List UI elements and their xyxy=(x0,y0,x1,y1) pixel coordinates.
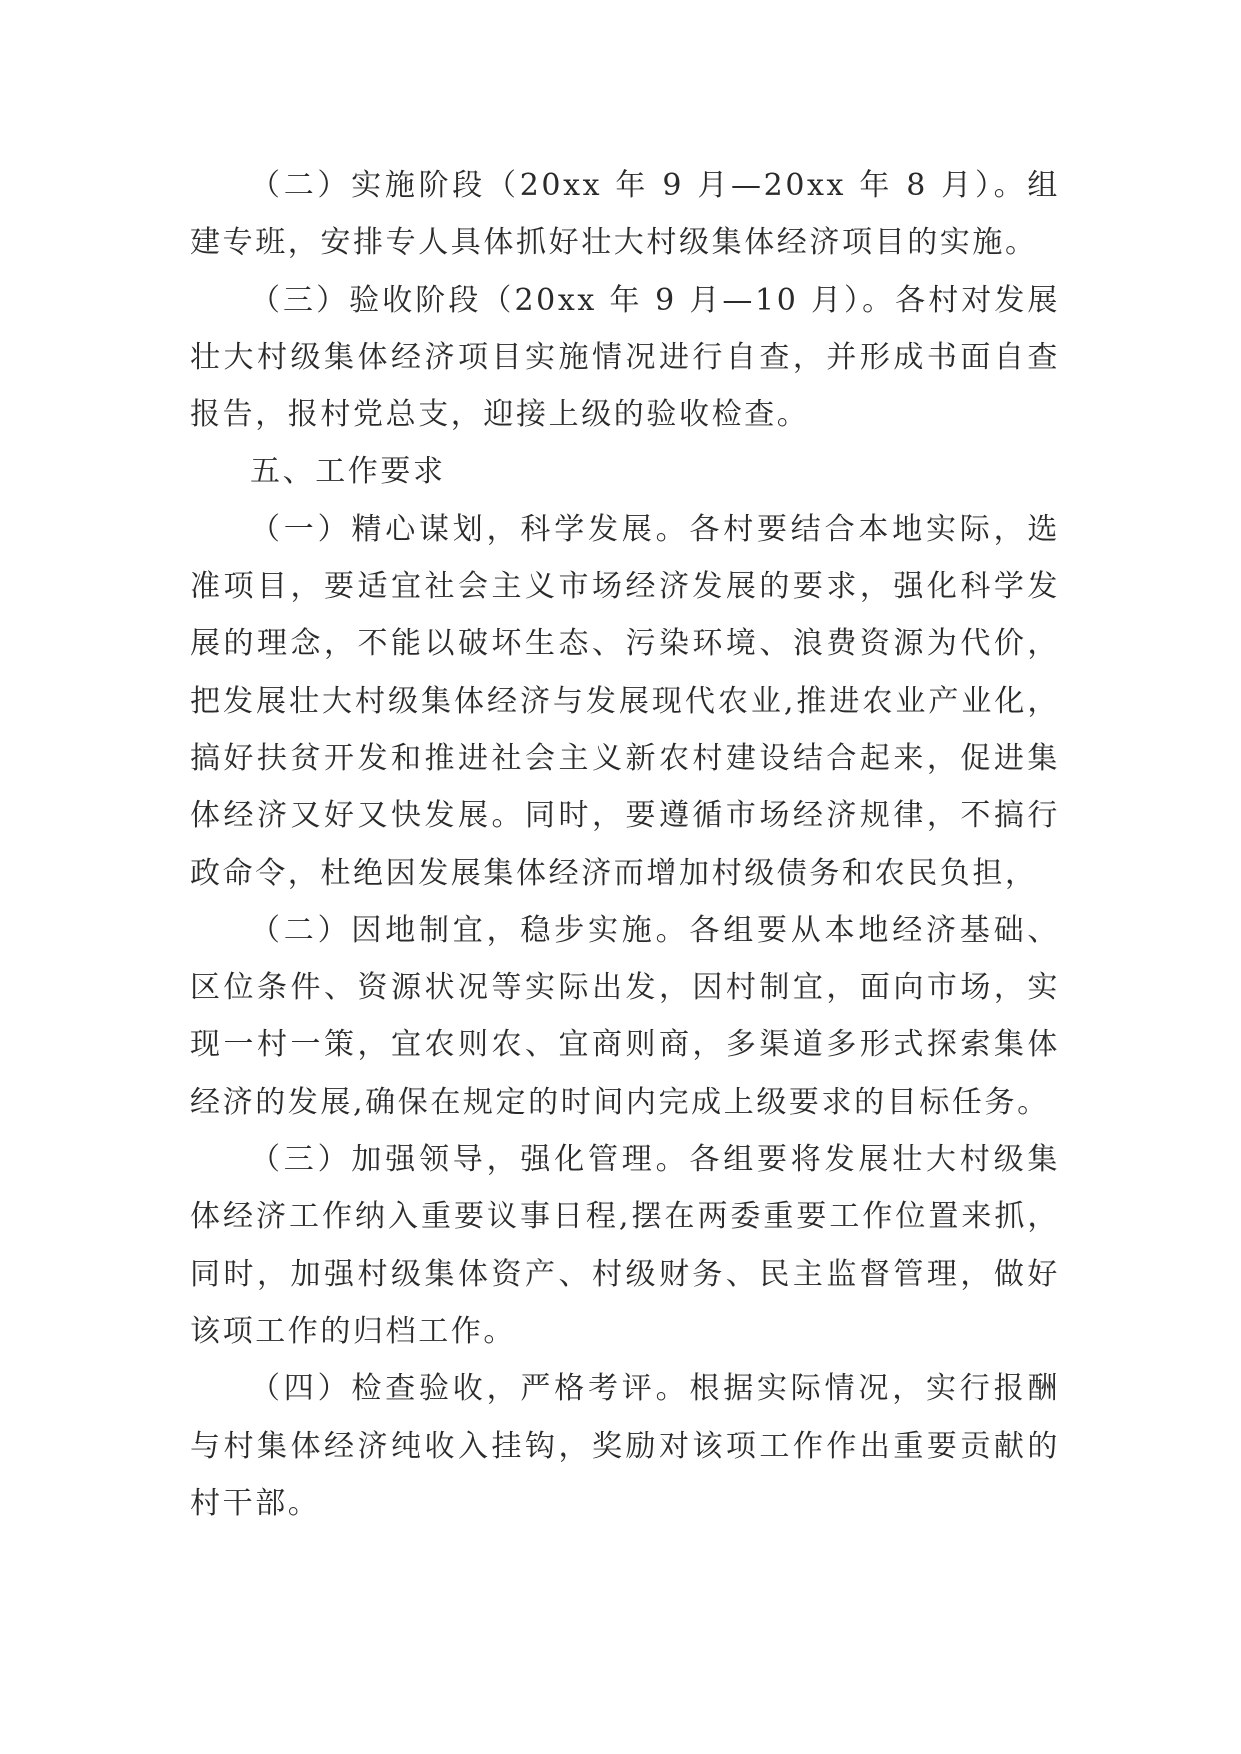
document-body xyxy=(190,157,1060,1532)
paragraph-inspection-evaluation: （四）检查验收，严格考评。根据实际情况，实行报酬与村集体经济纯收入挂钩，奖励对该项工作作出重要贡献的村干部。 xyxy=(190,1371,1060,1521)
paragraph-acceptance-stage: （三）验收阶段（20xx 年 9 月—10 月）。各村对发展壮大村级集体经济项目实施情况进行自查，并形成书面自查报告，报村党总支，迎接上级的验收检查。 xyxy=(190,282,1060,433)
paragraph-strengthen-leadership: （三）加强领导，强化管理。各组要将发展壮大村级集体经济工作纳入重要议事日程,摆在两委重要工作位置来抓，同时，加强村级集体资产、村级财务、民主监督管理，做好该项工作的归档工作。 xyxy=(190,1142,1060,1349)
section-heading-work-requirements: 五、工作要求 xyxy=(250,454,446,490)
paragraph-careful-planning: （一）精心谋划，科学发展。各村要结合本地实际，选准项目，要适宜社会主义市场经济发展的要求，强化科学发展的理念，不能以破坏生态、污染环境、浪费资源为代价，把发展壮大村级集体经济与发展现代农业,推进农业产业化，搞好扶贫开发和推进社会主义新农村建设结合起来，促进集体经济又好又快发展。同时，要遵循市场经济规律，不搞行政命令，杜绝因发展集体经济而增加村级债务和农民负担， xyxy=(190,511,1060,891)
paragraph-local-conditions: （二）因地制宜，稳步实施。各组要从本地经济基础、区位条件、资源状况等实际出发，因村制宜，面向市场，实现一村一策，宜农则农、宜商则商，多渠道多形式探索集体经济的发展,确保在规定的时间内完成上级要求的目标任务。 xyxy=(190,912,1060,1120)
paragraph-implementation-stage: （二）实施阶段（20xx 年 9 月—20xx 年 8 月）。组建专班，安排专人具体抓好壮大村级集体经济项目的实施。 xyxy=(190,168,1060,261)
